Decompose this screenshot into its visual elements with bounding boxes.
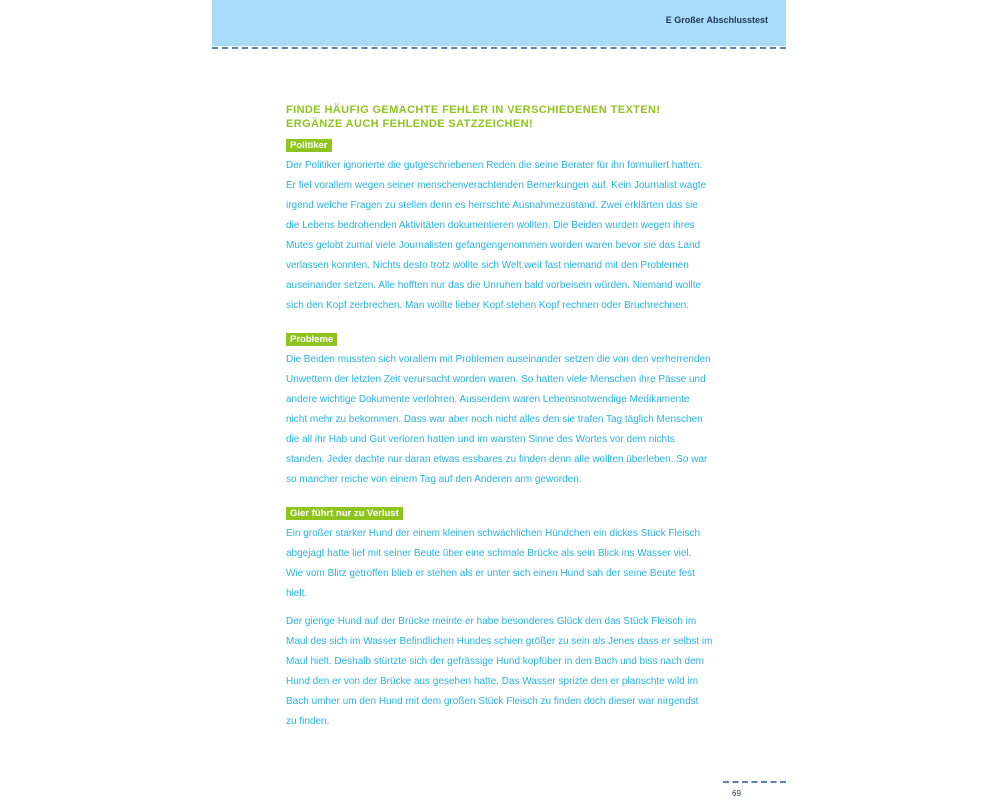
text-line: irgend welche Fragen zu stellen denn es herrschte Ausnahmezustand. Zwei erklärten das sie xyxy=(286,200,698,211)
text-line: hielt. xyxy=(286,588,308,599)
exercise-content xyxy=(286,104,746,732)
text-line: sich den Kopf zerbrechen. Man wollte lieber Kopf stehen Kopf rechnen oder Bruchrechnen. xyxy=(286,300,690,311)
footer-divider xyxy=(723,781,786,783)
text-line: Der Politiker ignorierte die gutgeschriebenen Reden die seine Berater für ihn formuliert hatten. xyxy=(286,160,703,171)
header-divider xyxy=(212,47,786,49)
text-line: Hund den er von der Brücke aus gesehen hatte. Das Wasser sprizte den er planschte wild im xyxy=(286,676,699,687)
section-gier xyxy=(286,504,746,732)
section-politiker xyxy=(286,136,746,316)
text-line: zu finden. xyxy=(286,716,330,727)
text-line: Maul des sich im Wasser Befindlichen Hundes schien größer zu sein als Jenes dass er selbst im xyxy=(286,636,713,647)
text-line: Wie vom Blitz getroffen blieb er stehen als er unter sich einen Hund sah der seine Beute fest xyxy=(286,568,695,579)
section-tag-probleme: Probleme xyxy=(286,333,337,346)
paragraph-probleme xyxy=(286,350,746,490)
text-line: so mancher reiche von einem Tag auf den Anderen arm geworden. xyxy=(286,474,582,485)
text-line: Mutes gelobt zumal viele Journalisten gefangengenommen worden waren bevor sie das Land xyxy=(286,240,701,251)
text-line: standen. Jeder dachte nur daran etwas essbares zu finden denn alle wollten überleben. So war xyxy=(286,454,708,465)
text-line: auseinander setzen. Alle hofften nur das die Unruhen bald vorbeisein würden. Niemand wollte xyxy=(286,280,702,291)
paragraph-gier-2 xyxy=(286,612,746,732)
text-line: Die Beiden mussten sich vorallem mit Problemen auseinander setzen die von den verherrenden xyxy=(286,354,711,365)
text-line: Er fiel vorallem wegen seiner menschenverachtenden Bemerkungen auf. Kein Journalist wagte xyxy=(286,180,707,191)
paragraph-politiker xyxy=(286,156,746,316)
task-heading xyxy=(286,104,746,131)
text-line: Maul hielt. Deshalb stürtzte sich der gefrässige Hund kopfüber in den Bach und biss nach dem xyxy=(286,656,705,667)
text-line: Unwettern der letzten Zeit verursacht worden waren. So hatten viele Menschen ihre Pässe und xyxy=(286,374,706,385)
task-heading-line2: ERGÄNZE AUCH FEHLENDE SATZZEICHEN! xyxy=(286,117,534,130)
section-tag-gier: Gier führt nur zu Verlust xyxy=(286,507,403,520)
text-line: Ein großer starker Hund der einem kleinen schwächlichen Hündchen ein dickes Stück Fleisch xyxy=(286,528,701,539)
page-number: 69 xyxy=(732,789,741,798)
section-probleme xyxy=(286,330,746,490)
task-heading-line1: FINDE HÄUFIG GEMACHTE FEHLER IN VERSCHIEDENEN TEXTEN! xyxy=(286,104,661,116)
text-line: verlassen konnten. Nichts desto trotz wollte sich Welt weit fast niemand mit den Problemen xyxy=(286,260,689,271)
paragraph-gier-1 xyxy=(286,524,746,604)
text-line: Bach umher um den Hund mit dem großen Stück Fleisch zu finden doch dieser war nirgendst xyxy=(286,696,699,707)
text-line: abgejagt hatte lief mit seiner Beute über eine schmale Brücke als sein Blick ins Wasser viel. xyxy=(286,548,692,559)
text-line: die all ihr Hab und Gut verloren hatten und im warsten Sinne des Wortes vor dem nichts xyxy=(286,434,675,445)
section-tag-politiker: Politiker xyxy=(286,139,332,152)
section-title: E Großer Abschlusstest xyxy=(665,15,768,25)
text-line: Der gierige Hund auf der Brücke meinte er habe besonderes Glück den das Stück Fleisch im xyxy=(286,616,697,627)
text-line: die Lebens bedrohenden Aktivitäten dokumentieren wollten. Die Beiden wurden wegen ihres xyxy=(286,220,695,231)
text-line: nicht mehr zu bekommen. Dass war aber noch nicht alles den sie trafen Tag täglich Menschen xyxy=(286,414,703,425)
text-line: andere wichtige Dokumente verlohren. Ausserdem waren Lebensnotwendige Medikamente xyxy=(286,394,690,405)
